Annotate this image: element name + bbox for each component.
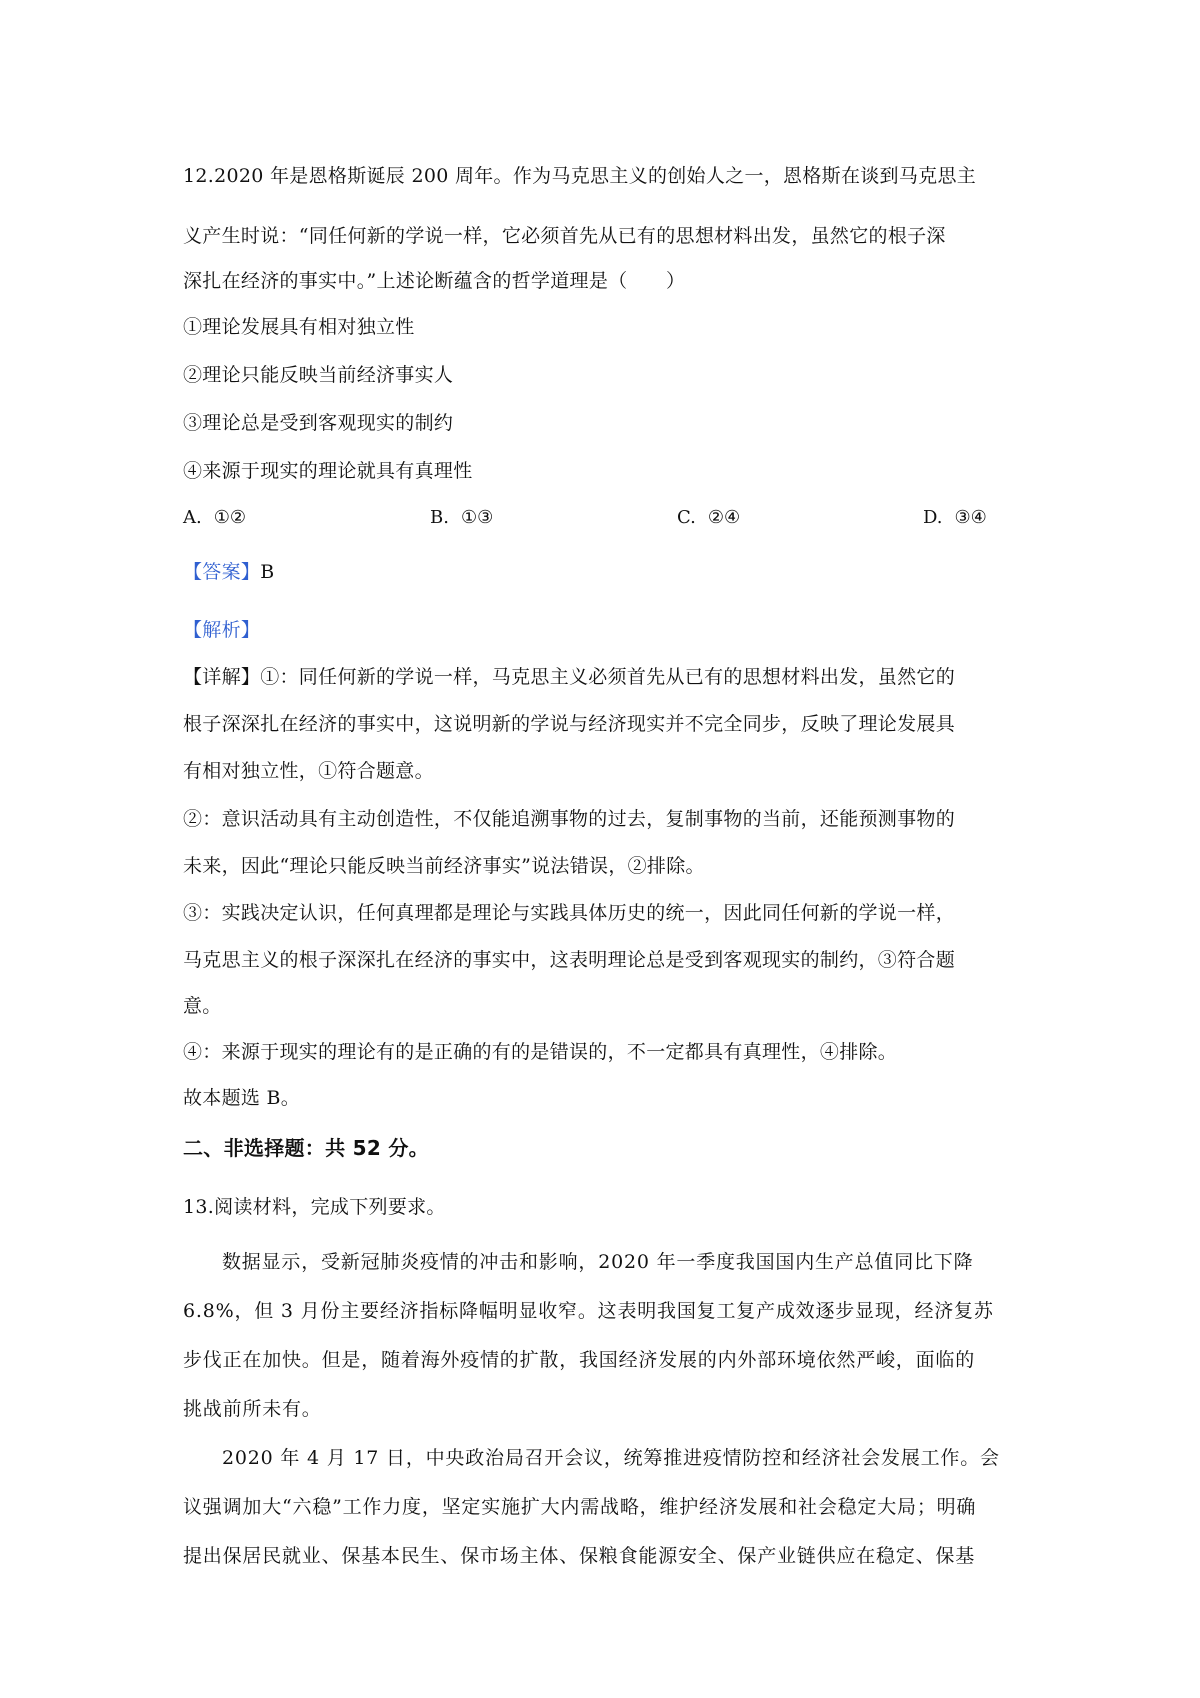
q13-title: 13.阅读材料，完成下列要求。 (183, 1196, 446, 1218)
explanation-line-9: ④：来源于现实的理论有的是正确的有的是错误的，不一定都具有真理性，④排除。 (183, 1041, 898, 1063)
q13-para1-line-3: 步伐正在加快。但是，随着海外疫情的扩散，我国经济发展的内外部环境依然严峻，面临的 (183, 1349, 976, 1371)
q12-option-c (677, 504, 740, 532)
option-key: D. (923, 507, 943, 528)
q13-para2-line-1: 2020 年 4 月 17 日，中央政治局召开会议，统筹推进疫情防控和经济社会发展工作。会 (222, 1447, 1000, 1469)
option-value: ①③ (460, 507, 494, 528)
answer-label: 【答案】 (183, 561, 261, 583)
explanation-line-1: 【详解】①：同任何新的学说一样，马克思主义必须首先从已有的思想材料出发，虽然它的 (183, 666, 956, 688)
q13-para2-line-3: 提出保居民就业、保基本民生、保市场主体、保粮食能源安全、保产业链供应在稳定、保基 (183, 1545, 976, 1567)
q13-para1-line-1: 数据显示，受新冠肺炎疫情的冲击和影响，2020 年一季度我国国内生产总值同比下降 (222, 1251, 974, 1273)
option-value: ①② (213, 507, 247, 528)
explanation-line-4: ②：意识活动具有主动创造性，不仅能追溯事物的过去，复制事物的当前，还能预测事物的 (183, 808, 956, 830)
explanation-line-8: 意。 (183, 995, 222, 1017)
q12-stem-line-3: 深扎在经济的事实中。”上述论断蕴含的哲学道理是（ ） (183, 270, 686, 292)
option-key: B. (430, 507, 449, 528)
option-key: A. (183, 507, 202, 528)
q12-statement-2: ②理论只能反映当前经济事实人 (183, 364, 454, 386)
explanation-line-2: 根子深深扎在经济的事实中，这说明新的学说与经济现实并不完全同步，反映了理论发展具 (183, 713, 956, 735)
q12-statement-1: ①理论发展具有相对独立性 (183, 316, 415, 338)
q13-para1-line-2: 6.8%，但 3 月份主要经济指标降幅明显收窄。这表明我国复工复产成效逐步显现，经济复苏 (183, 1300, 994, 1322)
q12-stem-line-2: 义产生时说：“同任何新的学说一样，它必须首先从已有的思想材料出发，虽然它的根子深 (183, 225, 946, 247)
explanation-line-6: ③：实践决定认识，任何真理都是理论与实践具体历史的统一，因此同任何新的学说一样， (183, 902, 956, 924)
option-key: C. (677, 507, 696, 528)
q12-statement-4: ④来源于现实的理论就具有真理性 (183, 460, 473, 482)
option-value: ②④ (707, 507, 741, 528)
q12-statement-3: ③理论总是受到客观现实的制约 (183, 412, 454, 434)
answer-value: B (260, 561, 275, 583)
analysis-label: 【解析】 (183, 619, 261, 641)
q12-stem-line-1: 12.2020 年是恩格斯诞辰 200 周年。作为马克思主义的创始人之一，恩格斯在谈到马克思主 (183, 165, 977, 187)
explanation-line-7: 马克思主义的根子深深扎在经济的事实中，这表明理论总是受到客观现实的制约，③符合题 (183, 949, 956, 971)
q13-para2-line-2: 议强调加大“六稳”工作力度，坚定实施扩大内需战略，维护经济发展和社会稳定大局；明确 (183, 1496, 977, 1518)
q13-para1-line-4: 挑战前所未有。 (183, 1398, 322, 1420)
answer-line (183, 558, 274, 586)
explanation-line-10: 故本题选 B。 (183, 1087, 301, 1109)
explanation-line-3: 有相对独立性，①符合题意。 (183, 760, 434, 782)
section-heading: 二、非选择题：共 52 分。 (183, 1136, 429, 1160)
explanation-line-5: 未来，因此“理论只能反映当前经济事实”说法错误，②排除。 (183, 855, 705, 877)
q12-option-a (183, 504, 246, 532)
option-value: ③④ (954, 507, 987, 528)
q12-option-d (923, 504, 987, 532)
q12-option-b (430, 504, 493, 532)
